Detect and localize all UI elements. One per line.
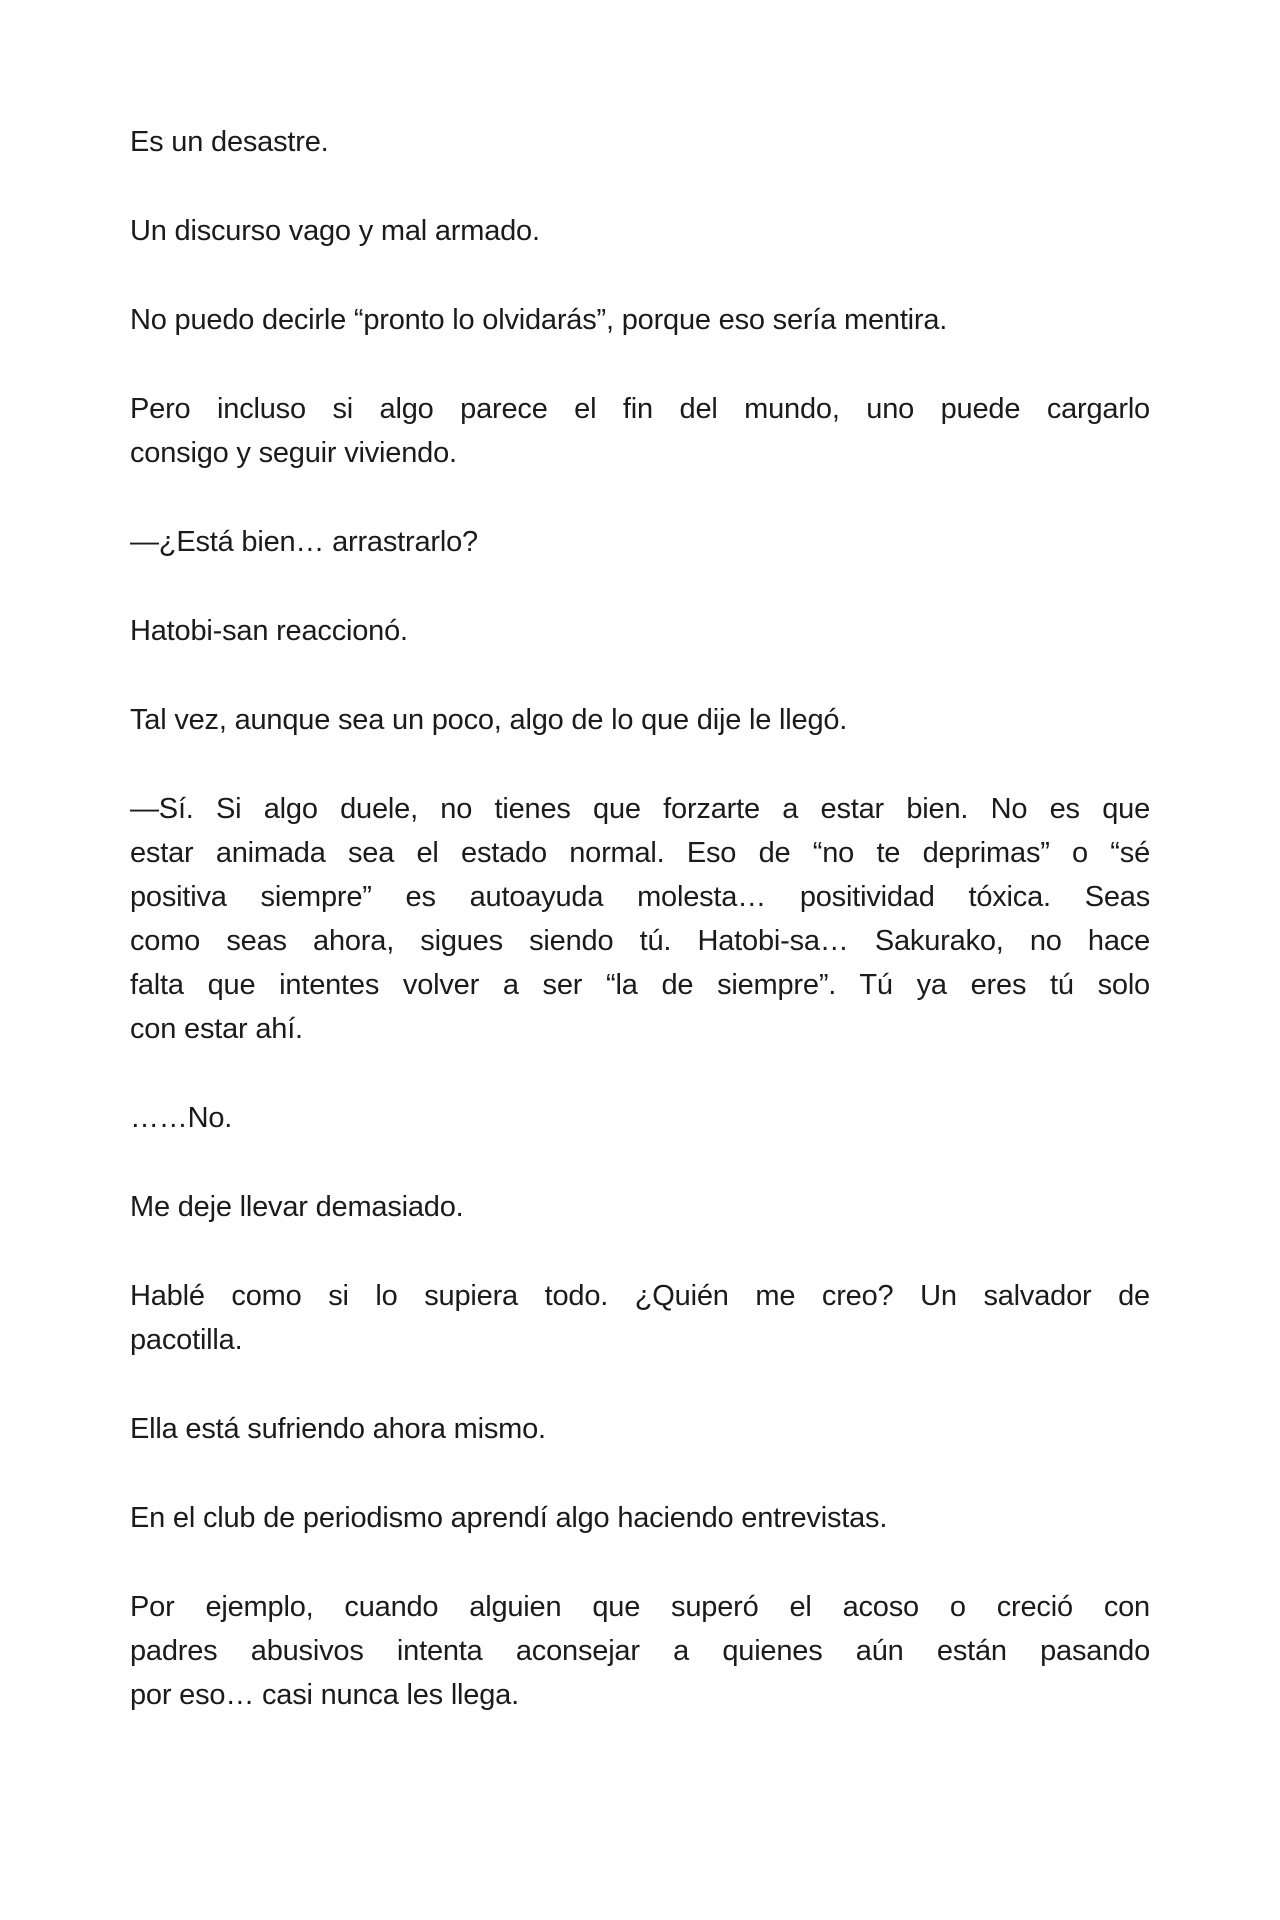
text-line: Me deje llevar demasiado.: [130, 1191, 464, 1223]
paragraph: [130, 1274, 1150, 1362]
paragraph: [130, 1185, 1150, 1229]
text-line: Tal vez, aunque sea un poco, algo de lo que dije le llegó.: [130, 704, 848, 736]
paragraph: [130, 1096, 1150, 1140]
text-line: estar animada sea el estado normal. Eso de “no te deprimas” o “sé: [130, 837, 1150, 869]
text-line: positiva siempre” es autoayuda molesta… positividad tóxica. Seas: [130, 881, 1150, 913]
text-line: ……No.: [130, 1102, 233, 1134]
text-line: con estar ahí.: [130, 1013, 303, 1045]
text-column: [130, 120, 1150, 1717]
paragraph: [130, 1585, 1150, 1717]
text-line: En el club de periodismo aprendí algo haciendo entrevistas.: [130, 1502, 888, 1534]
paragraph: [130, 520, 1150, 564]
text-line: Hablé como si lo supiera todo. ¿Quién me creo? Un salvador de: [130, 1280, 1150, 1312]
paragraph: [130, 1496, 1150, 1540]
paragraph: [130, 209, 1150, 253]
paragraph: [130, 787, 1150, 1051]
text-line: por eso… casi nunca les llega.: [130, 1679, 519, 1711]
text-line: consigo y seguir viviendo.: [130, 437, 457, 469]
paragraph: [130, 120, 1150, 164]
text-line: No puedo decirle “pronto lo olvidarás”, porque eso sería mentira.: [130, 304, 948, 336]
text-line: como seas ahora, sigues siendo tú. Hatobi-sa… Sakurako, no hace: [130, 925, 1150, 957]
paragraph: [130, 698, 1150, 742]
text-line: Hatobi-san reaccionó.: [130, 615, 408, 647]
text-line: —Sí. Si algo duele, no tienes que forzarte a estar bien. No es que: [130, 793, 1150, 825]
text-line: Es un desastre.: [130, 126, 329, 158]
text-line: Ella está sufriendo ahora mismo.: [130, 1413, 546, 1445]
text-line: falta que intentes volver a ser “la de siempre”. Tú ya eres tú solo: [130, 969, 1150, 1001]
paragraph: [130, 1407, 1150, 1451]
paragraph: [130, 609, 1150, 653]
paragraph: [130, 298, 1150, 342]
text-line: —¿Está bien… arrastrarlo?: [130, 526, 478, 558]
text-line: pacotilla.: [130, 1324, 243, 1356]
text-line: Pero incluso si algo parece el fin del mundo, uno puede cargarlo: [130, 393, 1150, 425]
paragraph: [130, 387, 1150, 475]
text-line: Un discurso vago y mal armado.: [130, 215, 540, 247]
text-line: padres abusivos intenta aconsejar a quienes aún están pasando: [130, 1635, 1150, 1667]
text-line: Por ejemplo, cuando alguien que superó el acoso o creció con: [130, 1591, 1150, 1623]
